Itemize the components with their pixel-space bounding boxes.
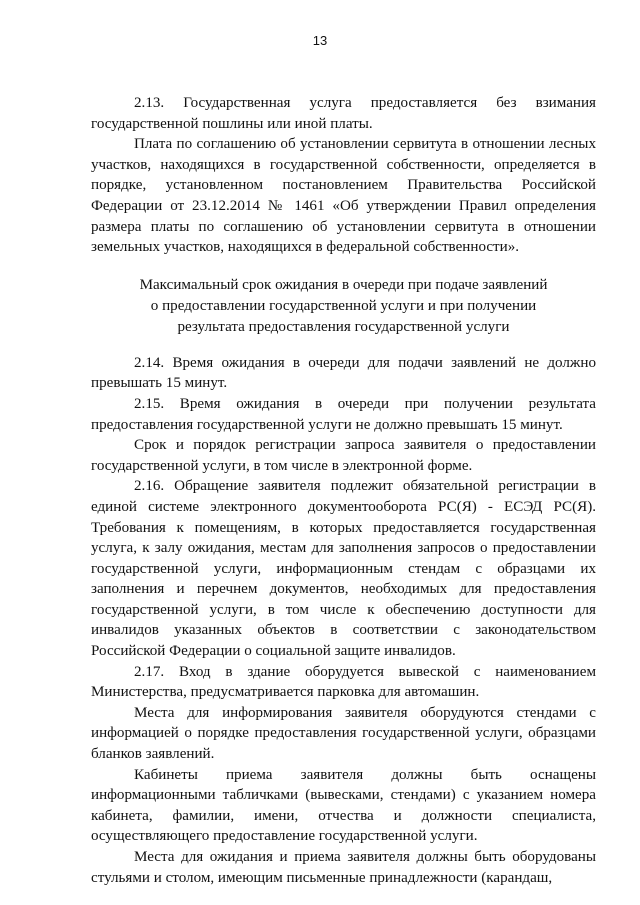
heading-line: результата предоставления государственной услуги	[177, 318, 510, 335]
paragraph-2-13: 2.13. Государственная услуга предоставляется без взимания государственной пошлины или иной платы.	[91, 95, 596, 132]
document-body	[91, 93, 596, 888]
page-number: 13	[312, 33, 328, 48]
paragraph-info-stands: Места для информирования заявителя оборудуются стендами с информацией о порядке предоставления государственной услуги, образцами бланков заявлений.	[91, 704, 596, 763]
paragraph-2-16: 2.16. Обращение заявителя подлежит обязательной регистрации в единой системе электронного документооборота РС(Я) - ЕСЭД РС(Я). Требования к помещениям, в которых предоставляется государственная услуга, к залу ожидания, местам для заполнения запросов о предоставлении государственной услуги, информационным стендам с образцами их заполнения и перечнем документов, необходимых для предоставления государственной услуги, в том числе к обеспечению доступности для инвалидов указанных объектов в соответствии с законодательством Российской Федерации о социальной защите инвалидов.	[91, 478, 596, 660]
paragraph-offices: Кабинеты приема заявителя должны быть оснащены информационными табличками (вывесками, стендами) с указанием номера кабинета, фамилии, имени, отчества и должности специалиста, осуществляющего предоставление государственной услуги.	[91, 766, 596, 845]
paragraph-2-17: 2.17. Вход в здание оборудуется вывеской с наименованием Министерства, предусматривается парковка для автомашин.	[91, 663, 596, 701]
heading-line: о предоставлении государственной услуги и при получении	[150, 297, 537, 314]
section-heading	[91, 275, 596, 338]
paragraph-2-14: 2.14. Время ожидания в очереди для подачи заявлений не должно превышать 15 минут.	[91, 354, 596, 392]
paragraph-servitude-fee: Плата по соглашению об установлении сервитута в отношении лесных участков, находящихся в государственной собственности, определяется в порядке, установленном постановлением Правительства Российской Федерации от 23.12.2014 № 1461 «Об утверждении Правил определения размера платы по соглашению об установлении сервитута в отношении земельных участков, находящихся в федеральной собственности».	[91, 136, 596, 256]
paragraph-waiting-places: Места для ожидания и приема заявителя должны быть оборудованы стульями и столом, имеющим письменные принадлежности (карандаш,	[91, 849, 596, 886]
heading-line: Максимальный срок ожидания в очереди при подаче заявлений	[139, 276, 548, 293]
paragraph-2-15: 2.15. Время ожидания в очереди при получении результата предоставления государственной услуги не должно превышать 15 минут.	[91, 395, 596, 433]
paragraph-registration: Срок и порядок регистрации запроса заявителя о предоставлении государственной услуги, в том числе в электронной форме.	[91, 437, 596, 474]
